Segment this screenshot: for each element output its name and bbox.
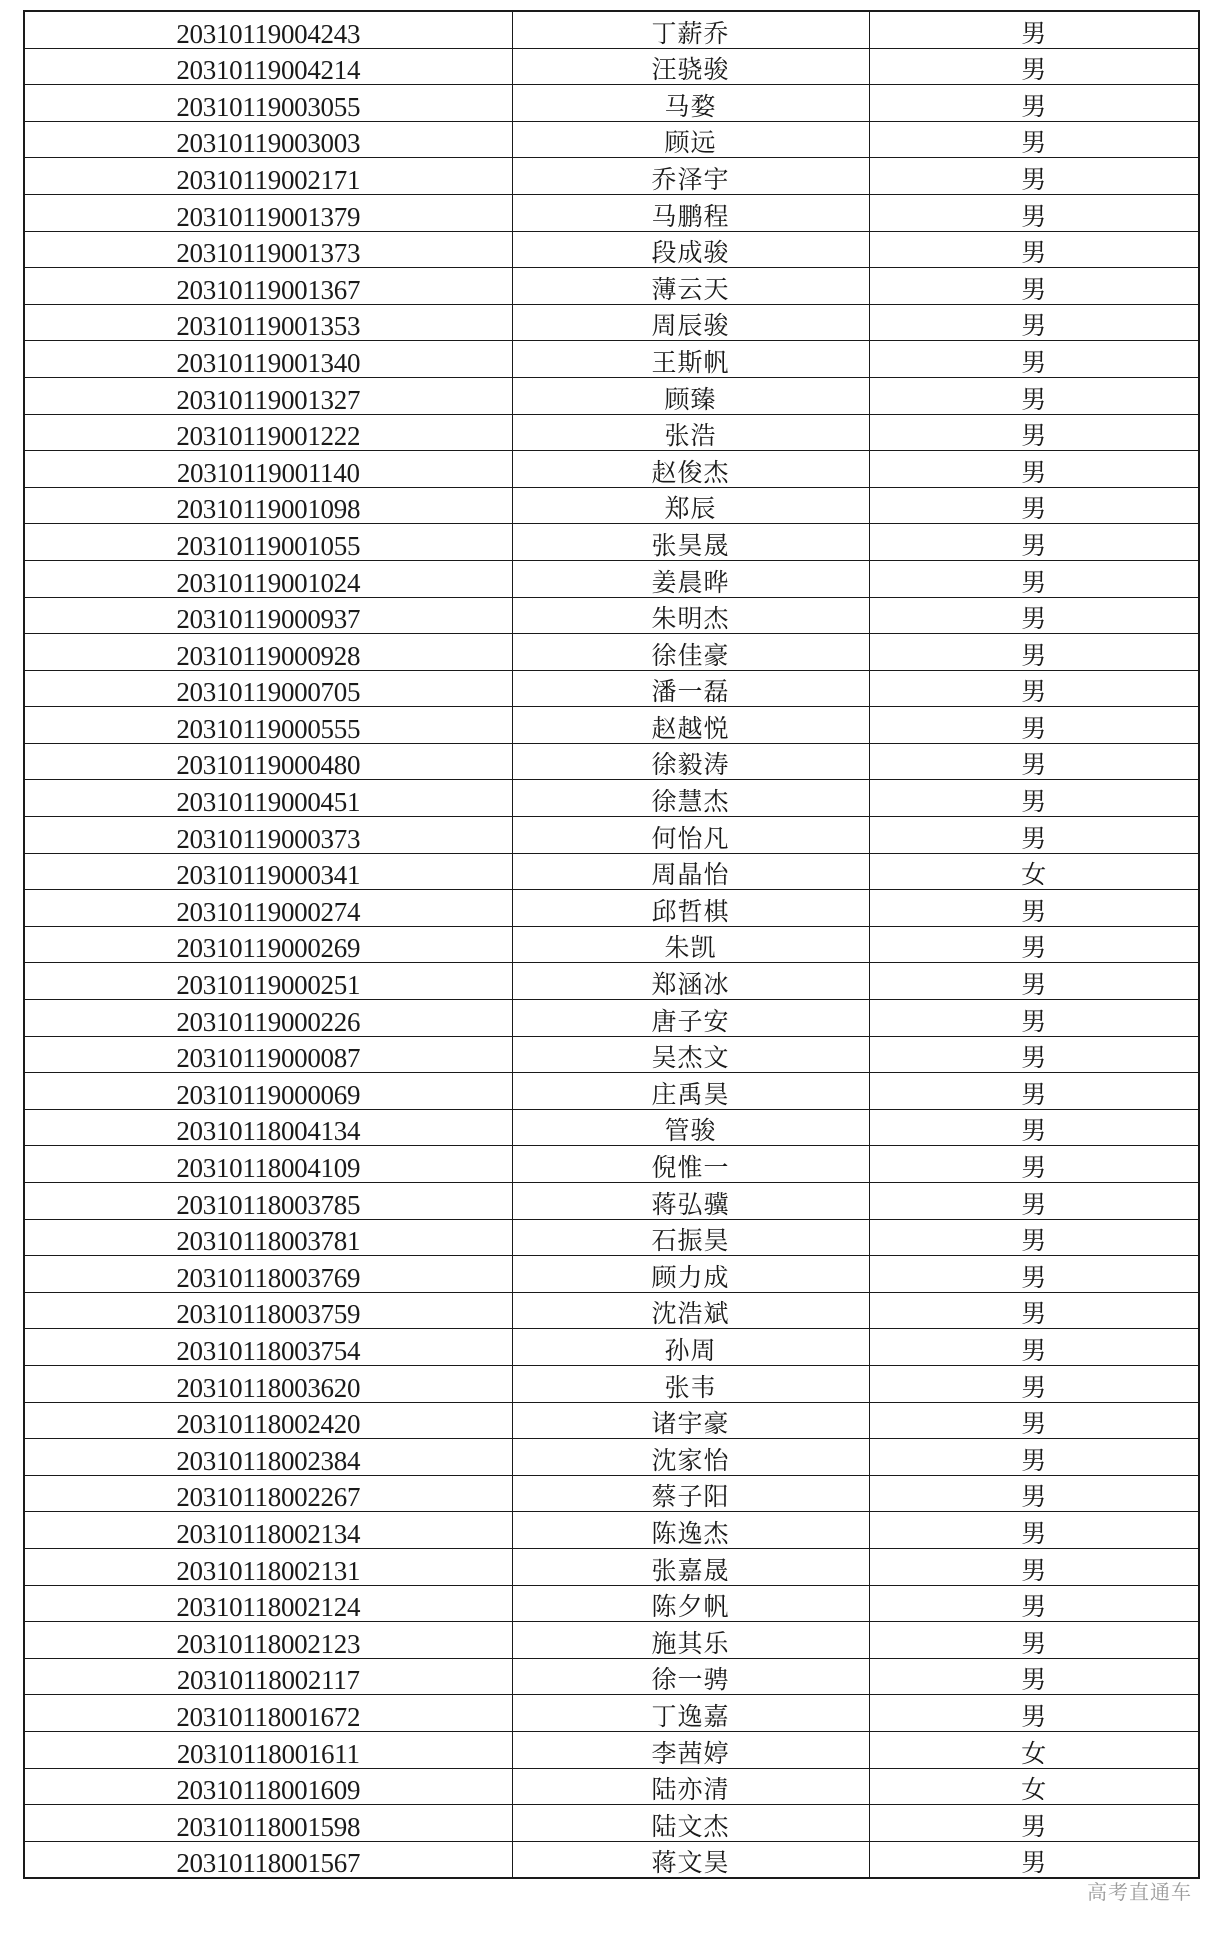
exam-number-cell: 20310119004243	[24, 11, 512, 48]
table-row	[24, 1036, 1199, 1073]
gender-cell: 男	[869, 194, 1199, 231]
student-name-cell: 马鹏程	[512, 194, 869, 231]
gender-cell: 男	[869, 1439, 1199, 1476]
table-row	[24, 1805, 1199, 1842]
gender-cell: 男	[869, 524, 1199, 561]
exam-number-cell: 20310118002384	[24, 1439, 512, 1476]
exam-number-cell: 20310118002123	[24, 1622, 512, 1659]
gender-cell: 男	[869, 1805, 1199, 1842]
student-name-cell: 王斯帆	[512, 341, 869, 378]
student-name-cell: 张嘉晟	[512, 1548, 869, 1585]
exam-number-cell: 20310118002131	[24, 1548, 512, 1585]
table-row	[24, 1695, 1199, 1732]
gender-cell: 男	[869, 1146, 1199, 1183]
exam-number-cell: 20310118001598	[24, 1805, 512, 1842]
gender-cell: 女	[869, 1731, 1199, 1768]
table-row	[24, 1658, 1199, 1695]
exam-number-cell: 20310118002117	[24, 1658, 512, 1695]
table-row	[24, 524, 1199, 561]
exam-number-cell: 20310119001327	[24, 377, 512, 414]
table-row	[24, 231, 1199, 268]
table-row	[24, 963, 1199, 1000]
exam-number-cell: 20310118001609	[24, 1768, 512, 1805]
gender-cell: 男	[869, 1622, 1199, 1659]
exam-number-cell: 20310119004214	[24, 48, 512, 85]
exam-number-cell: 20310118002134	[24, 1512, 512, 1549]
table-row	[24, 121, 1199, 158]
gender-cell: 男	[869, 963, 1199, 1000]
table-row	[24, 158, 1199, 195]
exam-number-cell: 20310118001672	[24, 1695, 512, 1732]
table-row	[24, 1256, 1199, 1293]
table-row	[24, 1183, 1199, 1220]
student-name-cell: 李茜婷	[512, 1731, 869, 1768]
gender-cell: 男	[869, 707, 1199, 744]
exam-number-cell: 20310119000705	[24, 670, 512, 707]
gender-cell: 男	[869, 890, 1199, 927]
table-row	[24, 414, 1199, 451]
student-name-cell: 段成骏	[512, 231, 869, 268]
roster-body	[24, 11, 1199, 1878]
exam-number-cell: 20310119003055	[24, 85, 512, 122]
student-name-cell: 徐慧杰	[512, 780, 869, 817]
student-name-cell: 马婺	[512, 85, 869, 122]
table-row	[24, 707, 1199, 744]
student-name-cell: 陆文杰	[512, 1805, 869, 1842]
exam-number-cell: 20310119001367	[24, 268, 512, 305]
gender-cell: 男	[869, 341, 1199, 378]
exam-number-cell: 20310119001055	[24, 524, 512, 561]
table-row	[24, 853, 1199, 890]
table-row	[24, 1548, 1199, 1585]
gender-cell: 男	[869, 780, 1199, 817]
table-row	[24, 1512, 1199, 1549]
exam-number-cell: 20310118001611	[24, 1731, 512, 1768]
table-row	[24, 1365, 1199, 1402]
gender-cell: 男	[869, 1219, 1199, 1256]
gender-cell: 男	[869, 1073, 1199, 1110]
table-row	[24, 926, 1199, 963]
student-name-cell: 诸宇豪	[512, 1402, 869, 1439]
table-row	[24, 1292, 1199, 1329]
table-row	[24, 634, 1199, 671]
gender-cell: 男	[869, 670, 1199, 707]
table-row	[24, 85, 1199, 122]
exam-number-cell: 20310118002267	[24, 1475, 512, 1512]
student-name-cell: 何怡凡	[512, 817, 869, 854]
exam-number-cell: 20310118003754	[24, 1329, 512, 1366]
exam-number-cell: 20310118003620	[24, 1365, 512, 1402]
table-row	[24, 451, 1199, 488]
student-name-cell: 陆亦清	[512, 1768, 869, 1805]
gender-cell: 男	[869, 1548, 1199, 1585]
gender-cell: 男	[869, 743, 1199, 780]
student-name-cell: 孙周	[512, 1329, 869, 1366]
gender-cell: 男	[869, 1256, 1199, 1293]
exam-number-cell: 20310118003785	[24, 1183, 512, 1220]
gender-cell: 男	[869, 1365, 1199, 1402]
exam-number-cell: 20310119001340	[24, 341, 512, 378]
table-row	[24, 1073, 1199, 1110]
gender-cell: 男	[869, 268, 1199, 305]
student-name-cell: 赵越悦	[512, 707, 869, 744]
exam-number-cell: 20310119001353	[24, 304, 512, 341]
student-name-cell: 倪惟一	[512, 1146, 869, 1183]
table-row	[24, 1841, 1199, 1878]
table-row	[24, 48, 1199, 85]
student-name-cell: 沈家怡	[512, 1439, 869, 1476]
gender-cell: 男	[869, 121, 1199, 158]
student-name-cell: 唐子安	[512, 1000, 869, 1037]
student-name-cell: 徐一骋	[512, 1658, 869, 1695]
gender-cell: 男	[869, 85, 1199, 122]
exam-number-cell: 20310119000555	[24, 707, 512, 744]
exam-number-cell: 20310119000373	[24, 817, 512, 854]
gender-cell: 男	[869, 231, 1199, 268]
student-name-cell: 姜晨晔	[512, 560, 869, 597]
exam-number-cell: 20310119001098	[24, 487, 512, 524]
exam-number-cell: 20310119000087	[24, 1036, 512, 1073]
gender-cell: 男	[869, 1329, 1199, 1366]
student-name-cell: 汪骁骏	[512, 48, 869, 85]
gender-cell: 男	[869, 1841, 1199, 1878]
student-name-cell: 蔡子阳	[512, 1475, 869, 1512]
exam-number-cell: 20310119003003	[24, 121, 512, 158]
exam-number-cell: 20310119000928	[24, 634, 512, 671]
gender-cell: 女	[869, 1768, 1199, 1805]
exam-number-cell: 20310118004134	[24, 1109, 512, 1146]
gender-cell: 男	[869, 597, 1199, 634]
gender-cell: 男	[869, 1036, 1199, 1073]
student-name-cell: 周辰骏	[512, 304, 869, 341]
student-name-cell: 潘一磊	[512, 670, 869, 707]
student-name-cell: 陈逸杰	[512, 1512, 869, 1549]
table-row	[24, 268, 1199, 305]
student-name-cell: 陈夕帆	[512, 1585, 869, 1622]
student-name-cell: 乔泽宇	[512, 158, 869, 195]
exam-number-cell: 20310119000269	[24, 926, 512, 963]
student-name-cell: 吴杰文	[512, 1036, 869, 1073]
exam-number-cell: 20310119001373	[24, 231, 512, 268]
exam-number-cell: 20310119000274	[24, 890, 512, 927]
student-name-cell: 郑辰	[512, 487, 869, 524]
gender-cell: 男	[869, 1292, 1199, 1329]
exam-number-cell: 20310119001024	[24, 560, 512, 597]
table-row	[24, 1731, 1199, 1768]
table-row	[24, 1219, 1199, 1256]
exam-number-cell: 20310119000251	[24, 963, 512, 1000]
exam-number-cell: 20310118002124	[24, 1585, 512, 1622]
student-name-cell: 徐佳豪	[512, 634, 869, 671]
student-name-cell: 张浩	[512, 414, 869, 451]
table-row	[24, 670, 1199, 707]
student-name-cell: 郑涵冰	[512, 963, 869, 1000]
exam-number-cell: 20310119000226	[24, 1000, 512, 1037]
exam-number-cell: 20310119000451	[24, 780, 512, 817]
gender-cell: 男	[869, 11, 1199, 48]
exam-number-cell: 20310119002171	[24, 158, 512, 195]
table-row	[24, 194, 1199, 231]
student-name-cell: 邱哲棋	[512, 890, 869, 927]
student-name-cell: 赵俊杰	[512, 451, 869, 488]
exam-number-cell: 20310119000341	[24, 853, 512, 890]
table-row	[24, 341, 1199, 378]
table-row	[24, 743, 1199, 780]
table-row	[24, 817, 1199, 854]
exam-number-cell: 20310118002420	[24, 1402, 512, 1439]
table-row	[24, 1000, 1199, 1037]
table-row	[24, 890, 1199, 927]
gender-cell: 男	[869, 634, 1199, 671]
table-row	[24, 597, 1199, 634]
table-row	[24, 11, 1199, 48]
student-name-cell: 朱明杰	[512, 597, 869, 634]
student-name-cell: 施其乐	[512, 1622, 869, 1659]
student-roster-table	[23, 10, 1200, 1879]
gender-cell: 男	[869, 1658, 1199, 1695]
exam-number-cell: 20310119001222	[24, 414, 512, 451]
table-row	[24, 1622, 1199, 1659]
student-name-cell: 蒋文昊	[512, 1841, 869, 1878]
gender-cell: 男	[869, 377, 1199, 414]
gender-cell: 男	[869, 487, 1199, 524]
exam-number-cell: 20310118003769	[24, 1256, 512, 1293]
exam-number-cell: 20310119000480	[24, 743, 512, 780]
watermark-text: 高考直通车	[1087, 1880, 1192, 1904]
student-name-cell: 张昊晟	[512, 524, 869, 561]
table-row	[24, 304, 1199, 341]
table-row	[24, 1585, 1199, 1622]
gender-cell: 男	[869, 1585, 1199, 1622]
exam-number-cell: 20310118001567	[24, 1841, 512, 1878]
student-name-cell: 张韦	[512, 1365, 869, 1402]
gender-cell: 男	[869, 560, 1199, 597]
gender-cell: 男	[869, 48, 1199, 85]
table-row	[24, 1146, 1199, 1183]
student-name-cell: 丁薪乔	[512, 11, 869, 48]
gender-cell: 男	[869, 451, 1199, 488]
gender-cell: 女	[869, 853, 1199, 890]
student-name-cell: 沈浩斌	[512, 1292, 869, 1329]
student-name-cell: 顾力成	[512, 1256, 869, 1293]
table-row	[24, 1329, 1199, 1366]
student-name-cell: 丁逸嘉	[512, 1695, 869, 1732]
table-row	[24, 560, 1199, 597]
exam-number-cell: 20310118004109	[24, 1146, 512, 1183]
gender-cell: 男	[869, 1183, 1199, 1220]
table-row	[24, 1402, 1199, 1439]
exam-number-cell: 20310118003759	[24, 1292, 512, 1329]
student-name-cell: 徐毅涛	[512, 743, 869, 780]
gender-cell: 男	[869, 158, 1199, 195]
gender-cell: 男	[869, 414, 1199, 451]
student-name-cell: 管骏	[512, 1109, 869, 1146]
table-row	[24, 1439, 1199, 1476]
exam-number-cell: 20310119000937	[24, 597, 512, 634]
table-row	[24, 1768, 1199, 1805]
gender-cell: 男	[869, 817, 1199, 854]
gender-cell: 男	[869, 1402, 1199, 1439]
exam-number-cell: 20310119000069	[24, 1073, 512, 1110]
student-name-cell: 石振昊	[512, 1219, 869, 1256]
student-name-cell: 庄禹昊	[512, 1073, 869, 1110]
gender-cell: 男	[869, 1475, 1199, 1512]
student-name-cell: 顾远	[512, 121, 869, 158]
gender-cell: 男	[869, 1512, 1199, 1549]
exam-number-cell: 20310119001379	[24, 194, 512, 231]
student-name-cell: 薄云天	[512, 268, 869, 305]
student-name-cell: 周晶怡	[512, 853, 869, 890]
table-row	[24, 377, 1199, 414]
gender-cell: 男	[869, 1695, 1199, 1732]
exam-number-cell: 20310119001140	[24, 451, 512, 488]
student-name-cell: 朱凯	[512, 926, 869, 963]
student-name-cell: 蒋弘骥	[512, 1183, 869, 1220]
table-row	[24, 780, 1199, 817]
table-row	[24, 1109, 1199, 1146]
gender-cell: 男	[869, 926, 1199, 963]
table-row	[24, 1475, 1199, 1512]
gender-cell: 男	[869, 1109, 1199, 1146]
exam-number-cell: 20310118003781	[24, 1219, 512, 1256]
table-row	[24, 487, 1199, 524]
gender-cell: 男	[869, 1000, 1199, 1037]
gender-cell: 男	[869, 304, 1199, 341]
student-name-cell: 顾臻	[512, 377, 869, 414]
